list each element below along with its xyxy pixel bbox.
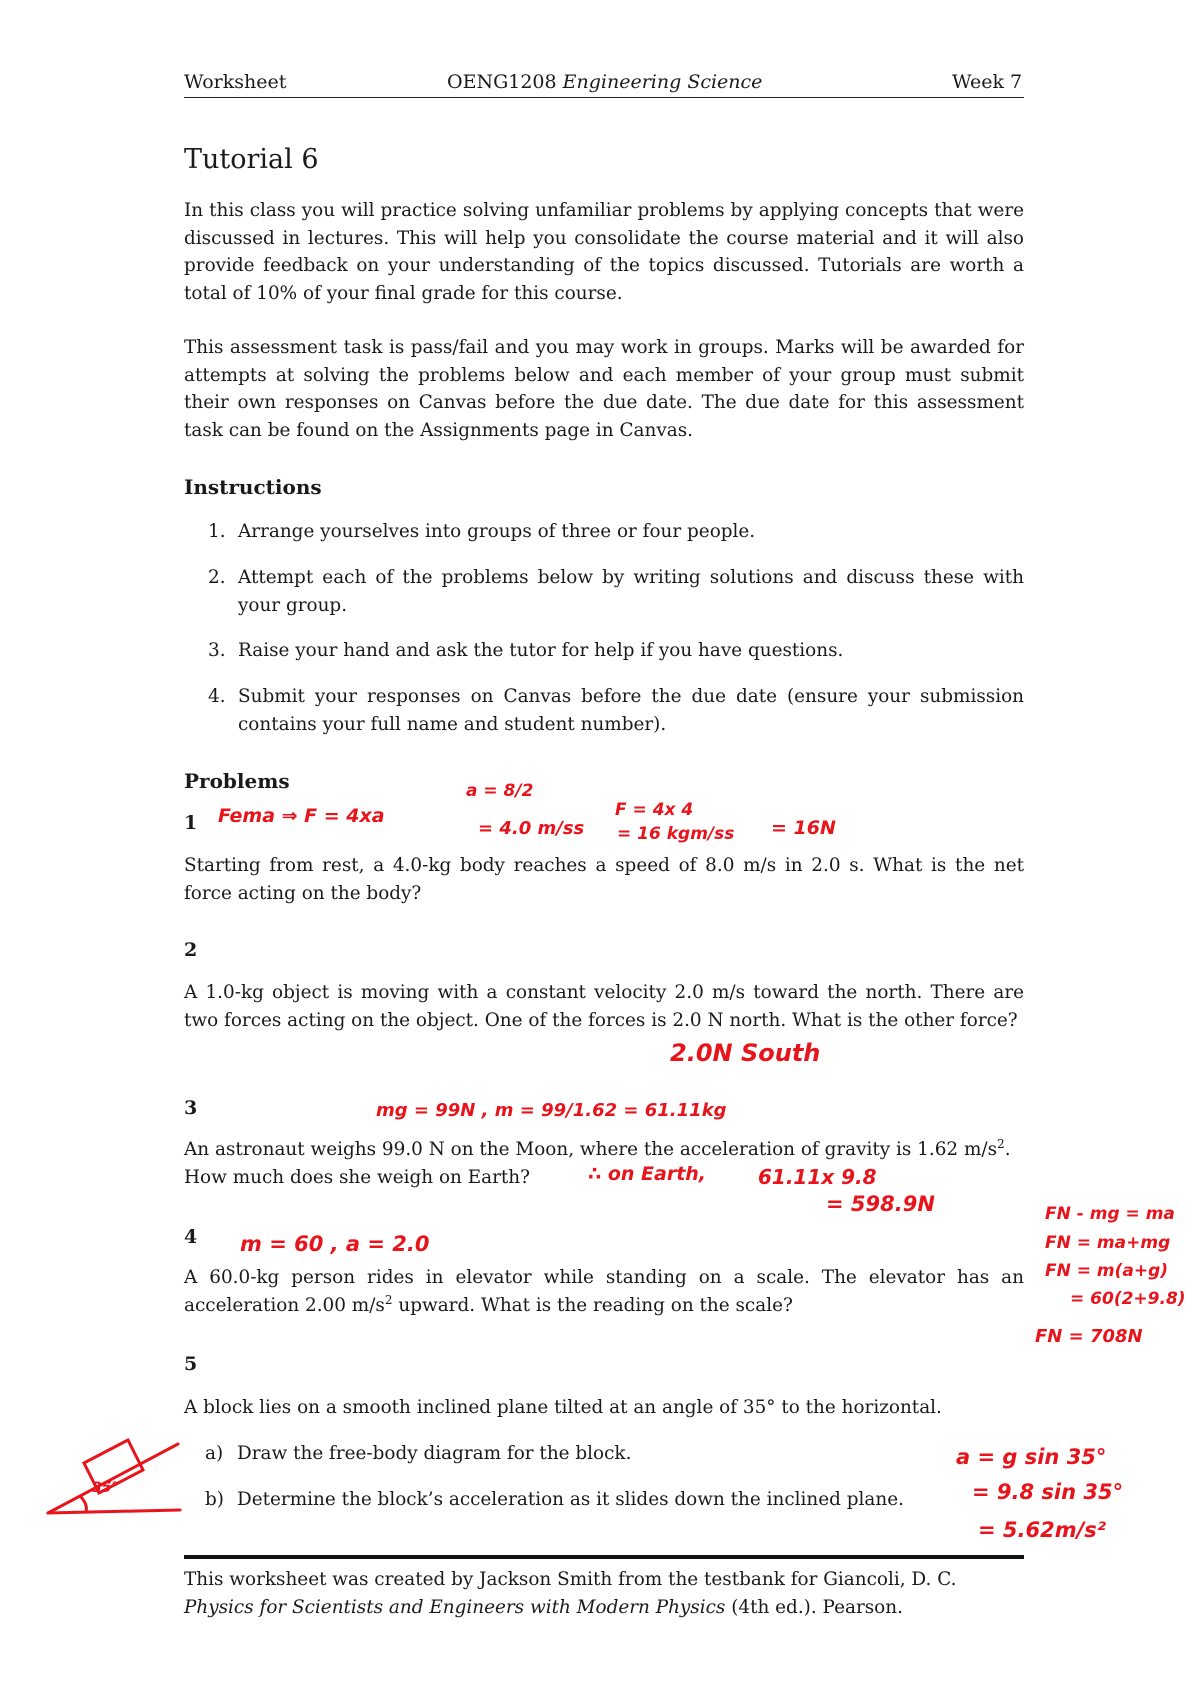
problem-4-text-a: A 60.0-kg person rides in elevator while standing on a scale. The elevator has an acceleration 2.00 m/s <box>184 1267 1024 1316</box>
incline-angle-arc <box>80 1496 86 1512</box>
instruction-item <box>208 564 1024 619</box>
incline-slope-line <box>48 1444 178 1513</box>
annotation-p4-given: m = 60 , a = 2.0 <box>240 1232 430 1256</box>
incline-sketch <box>0 0 260 1696</box>
part-text: Draw the free-body diagram for the block. <box>237 1443 632 1464</box>
intro-paragraph-2: This assessment task is pass/fail and you may work in groups. Marks will be awarded for attempts at solving the problems below and each member of your group must submit their own responses on Canvas before the due date. The due date for this assessment task can be found on the Assignments page in Canvas. <box>184 337 1024 441</box>
instruction-text: Attempt each of the problems below by writing solutions and discuss these with your group. <box>238 567 1024 616</box>
annotation-p4-step-3: FN = m(a+g) <box>1045 1261 1169 1281</box>
annotation-p5-line-3: = 5.62m/s² <box>978 1518 1106 1542</box>
problem-4-superscript: 2 <box>384 1292 393 1307</box>
instructions-heading: Instructions <box>184 475 322 499</box>
annotation-p1-force-1: F = 4x 4 <box>615 800 694 820</box>
instruction-number: 4. <box>208 686 226 707</box>
annotation-p5-line-1: a = g sin 35° <box>956 1445 1107 1469</box>
problem-5-number: 5 <box>184 1353 198 1375</box>
instruction-item <box>208 637 1024 665</box>
course-name: Engineering Science <box>562 71 763 93</box>
problem-1-number: 1 <box>184 812 198 834</box>
annotation-p3-answer: = 598.9N <box>826 1192 935 1216</box>
page-title: Tutorial 6 <box>184 144 319 175</box>
instruction-item <box>208 683 1024 738</box>
instruction-number: 1. <box>208 521 226 542</box>
footer-rule <box>184 1555 1024 1559</box>
annotation-p1-accel-2: = 4.0 m/ss <box>478 818 585 839</box>
problems-heading: Problems <box>184 769 290 793</box>
annotation-p5-angle: 35° <box>92 1480 119 1496</box>
header-course <box>447 71 762 93</box>
header-rule <box>184 97 1024 98</box>
problem-3-number: 3 <box>184 1097 198 1119</box>
part-text: Determine the block’s acceleration as it slides down the inclined plane. <box>237 1489 904 1510</box>
annotation-p1-force-2: = 16 kgm/ss <box>617 824 735 844</box>
problem-5-text: A block lies on a smooth inclined plane tilted at an angle of 35° to the horizontal. <box>184 1397 942 1418</box>
annotation-p4-step-4: = 60(2+9.8) <box>1070 1289 1186 1309</box>
annotation-p3-mass: mg = 99N , m = 99/1.62 = 61.11kg <box>376 1100 727 1121</box>
problem-3-text-c: How much does she weigh on Earth? <box>184 1166 531 1188</box>
instruction-item <box>208 518 1024 546</box>
annotation-p4-step-2: FN = ma+mg <box>1045 1233 1171 1253</box>
problem-4-text-b: upward. What is the reading on the scale? <box>392 1294 793 1316</box>
instruction-number: 3. <box>208 640 226 661</box>
annotation-p2-answer: 2.0N South <box>670 1039 821 1067</box>
problem-3-text-b: . <box>1004 1139 1011 1160</box>
problem-4-text <box>184 1264 1024 1319</box>
intro-paragraph-1: In this class you will practice solving unfamiliar problems by applying concepts that were discussed in lectures. This will help you consolidate the course material and it will also provide feedback on your understanding of the topics discussed. Tutorials are worth a total of 10% of your final grade for this course. <box>184 200 1024 304</box>
problem-4-number: 4 <box>184 1226 198 1248</box>
annotation-p3-earth: ∴ on Earth, <box>588 1163 707 1185</box>
problem-3-text-a: An astronaut weighs 99.0 N on the Moon, where the acceleration of gravity is 1.62 m/s <box>184 1139 998 1160</box>
instruction-text: Arrange yourselves into groups of three or four people. <box>238 521 756 542</box>
footer-credit: This worksheet was created by Jackson Smith from the testbank for Giancoli, D. C. <box>184 1569 957 1590</box>
problem-3-superscript: 2 <box>997 1137 1005 1151</box>
footer-book-title: Physics for Scientists and Engineers with Modern Physics <box>184 1597 726 1618</box>
problem-2-number: 2 <box>184 939 198 961</box>
instruction-number: 2. <box>208 567 226 588</box>
footer-edition: (4th ed.). Pearson. <box>725 1597 903 1618</box>
instruction-text: Submit your responses on Canvas before the due date (ensure your submission contains your full name and student number). <box>238 686 1024 735</box>
header-week: Week 7 <box>952 71 1023 93</box>
annotation-p4-step-1: FN - mg = ma <box>1045 1204 1175 1224</box>
footer-citation <box>184 1594 903 1622</box>
annotation-p5-line-2: = 9.8 sin 35° <box>972 1480 1124 1504</box>
annotation-p4-answer: FN = 708N <box>1035 1326 1143 1347</box>
problem-1-text: Starting from rest, a 4.0-kg body reaches a speed of 8.0 m/s in 2.0 s. What is the net force acting on the body? <box>184 855 1024 904</box>
annotation-p1-accel-1: a = 8/2 <box>466 781 534 801</box>
problem-5-part-a <box>205 1440 1025 1468</box>
problem-5-part-b <box>205 1486 1025 1514</box>
problem-2-text: A 1.0-kg object is moving with a constant velocity 2.0 m/s toward the north. There are two forces acting on the object. One of the forces is 2.0 N north. What is the other force? <box>184 982 1024 1031</box>
annotation-p3-calc: 61.11x 9.8 <box>758 1165 877 1189</box>
incline-base-line <box>48 1510 180 1513</box>
part-label: a) <box>205 1443 224 1464</box>
annotation-p1-answer: = 16N <box>771 817 836 839</box>
annotation-p1-formula: Fema ⇒ F = 4xa <box>218 805 385 827</box>
header-worksheet-label: Worksheet <box>184 71 287 93</box>
part-label: b) <box>205 1489 224 1510</box>
instruction-text: Raise your hand and ask the tutor for help if you have questions. <box>238 640 844 661</box>
course-code: OENG1208 <box>447 71 557 93</box>
